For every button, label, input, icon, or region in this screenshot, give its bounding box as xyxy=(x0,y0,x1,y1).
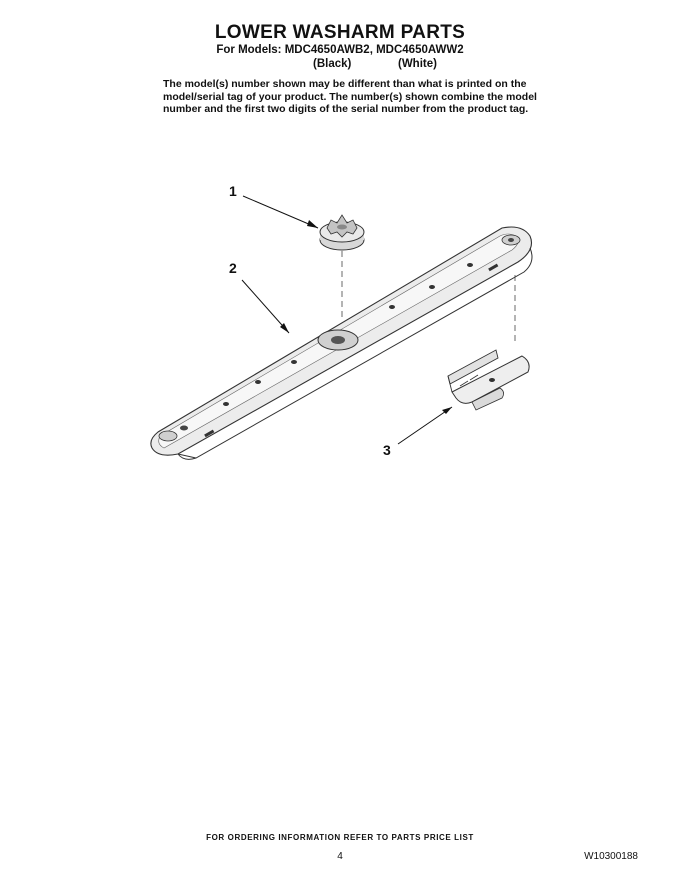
leader-line-1 xyxy=(243,196,318,228)
leader-line-3 xyxy=(398,407,452,444)
leader-arrow-1 xyxy=(307,220,318,228)
callout-1: 1 xyxy=(229,183,237,199)
ordering-information: FOR ORDERING INFORMATION REFER TO PARTS PRICE LIST xyxy=(206,833,474,842)
color-white-label: (White) xyxy=(398,58,437,70)
callout-2: 2 xyxy=(229,260,237,276)
models-line: For Models: MDC4650AWB2, MDC4650AWW2 xyxy=(216,44,464,56)
note-line-3: number and the first two digits of the serial number from the product tag. xyxy=(163,103,529,115)
page-number: 4 xyxy=(337,851,343,862)
color-black-label: (Black) xyxy=(313,58,352,70)
model-number-note xyxy=(163,78,537,116)
document-number: W10300188 xyxy=(584,851,638,862)
washarm-hub-part xyxy=(320,215,364,318)
callout-3: 3 xyxy=(383,442,391,458)
note-line-1: The model(s) number shown may be different than what is printed on the xyxy=(163,78,527,90)
note-line-2: model/serial tag of your product. The number(s) shown combine the model xyxy=(163,90,537,103)
exploded-parts-diagram xyxy=(0,160,680,500)
washarm-bracket-part xyxy=(448,350,529,410)
page-title: LOWER WASHARM PARTS xyxy=(214,22,466,43)
lower-washarm-part xyxy=(151,227,532,459)
